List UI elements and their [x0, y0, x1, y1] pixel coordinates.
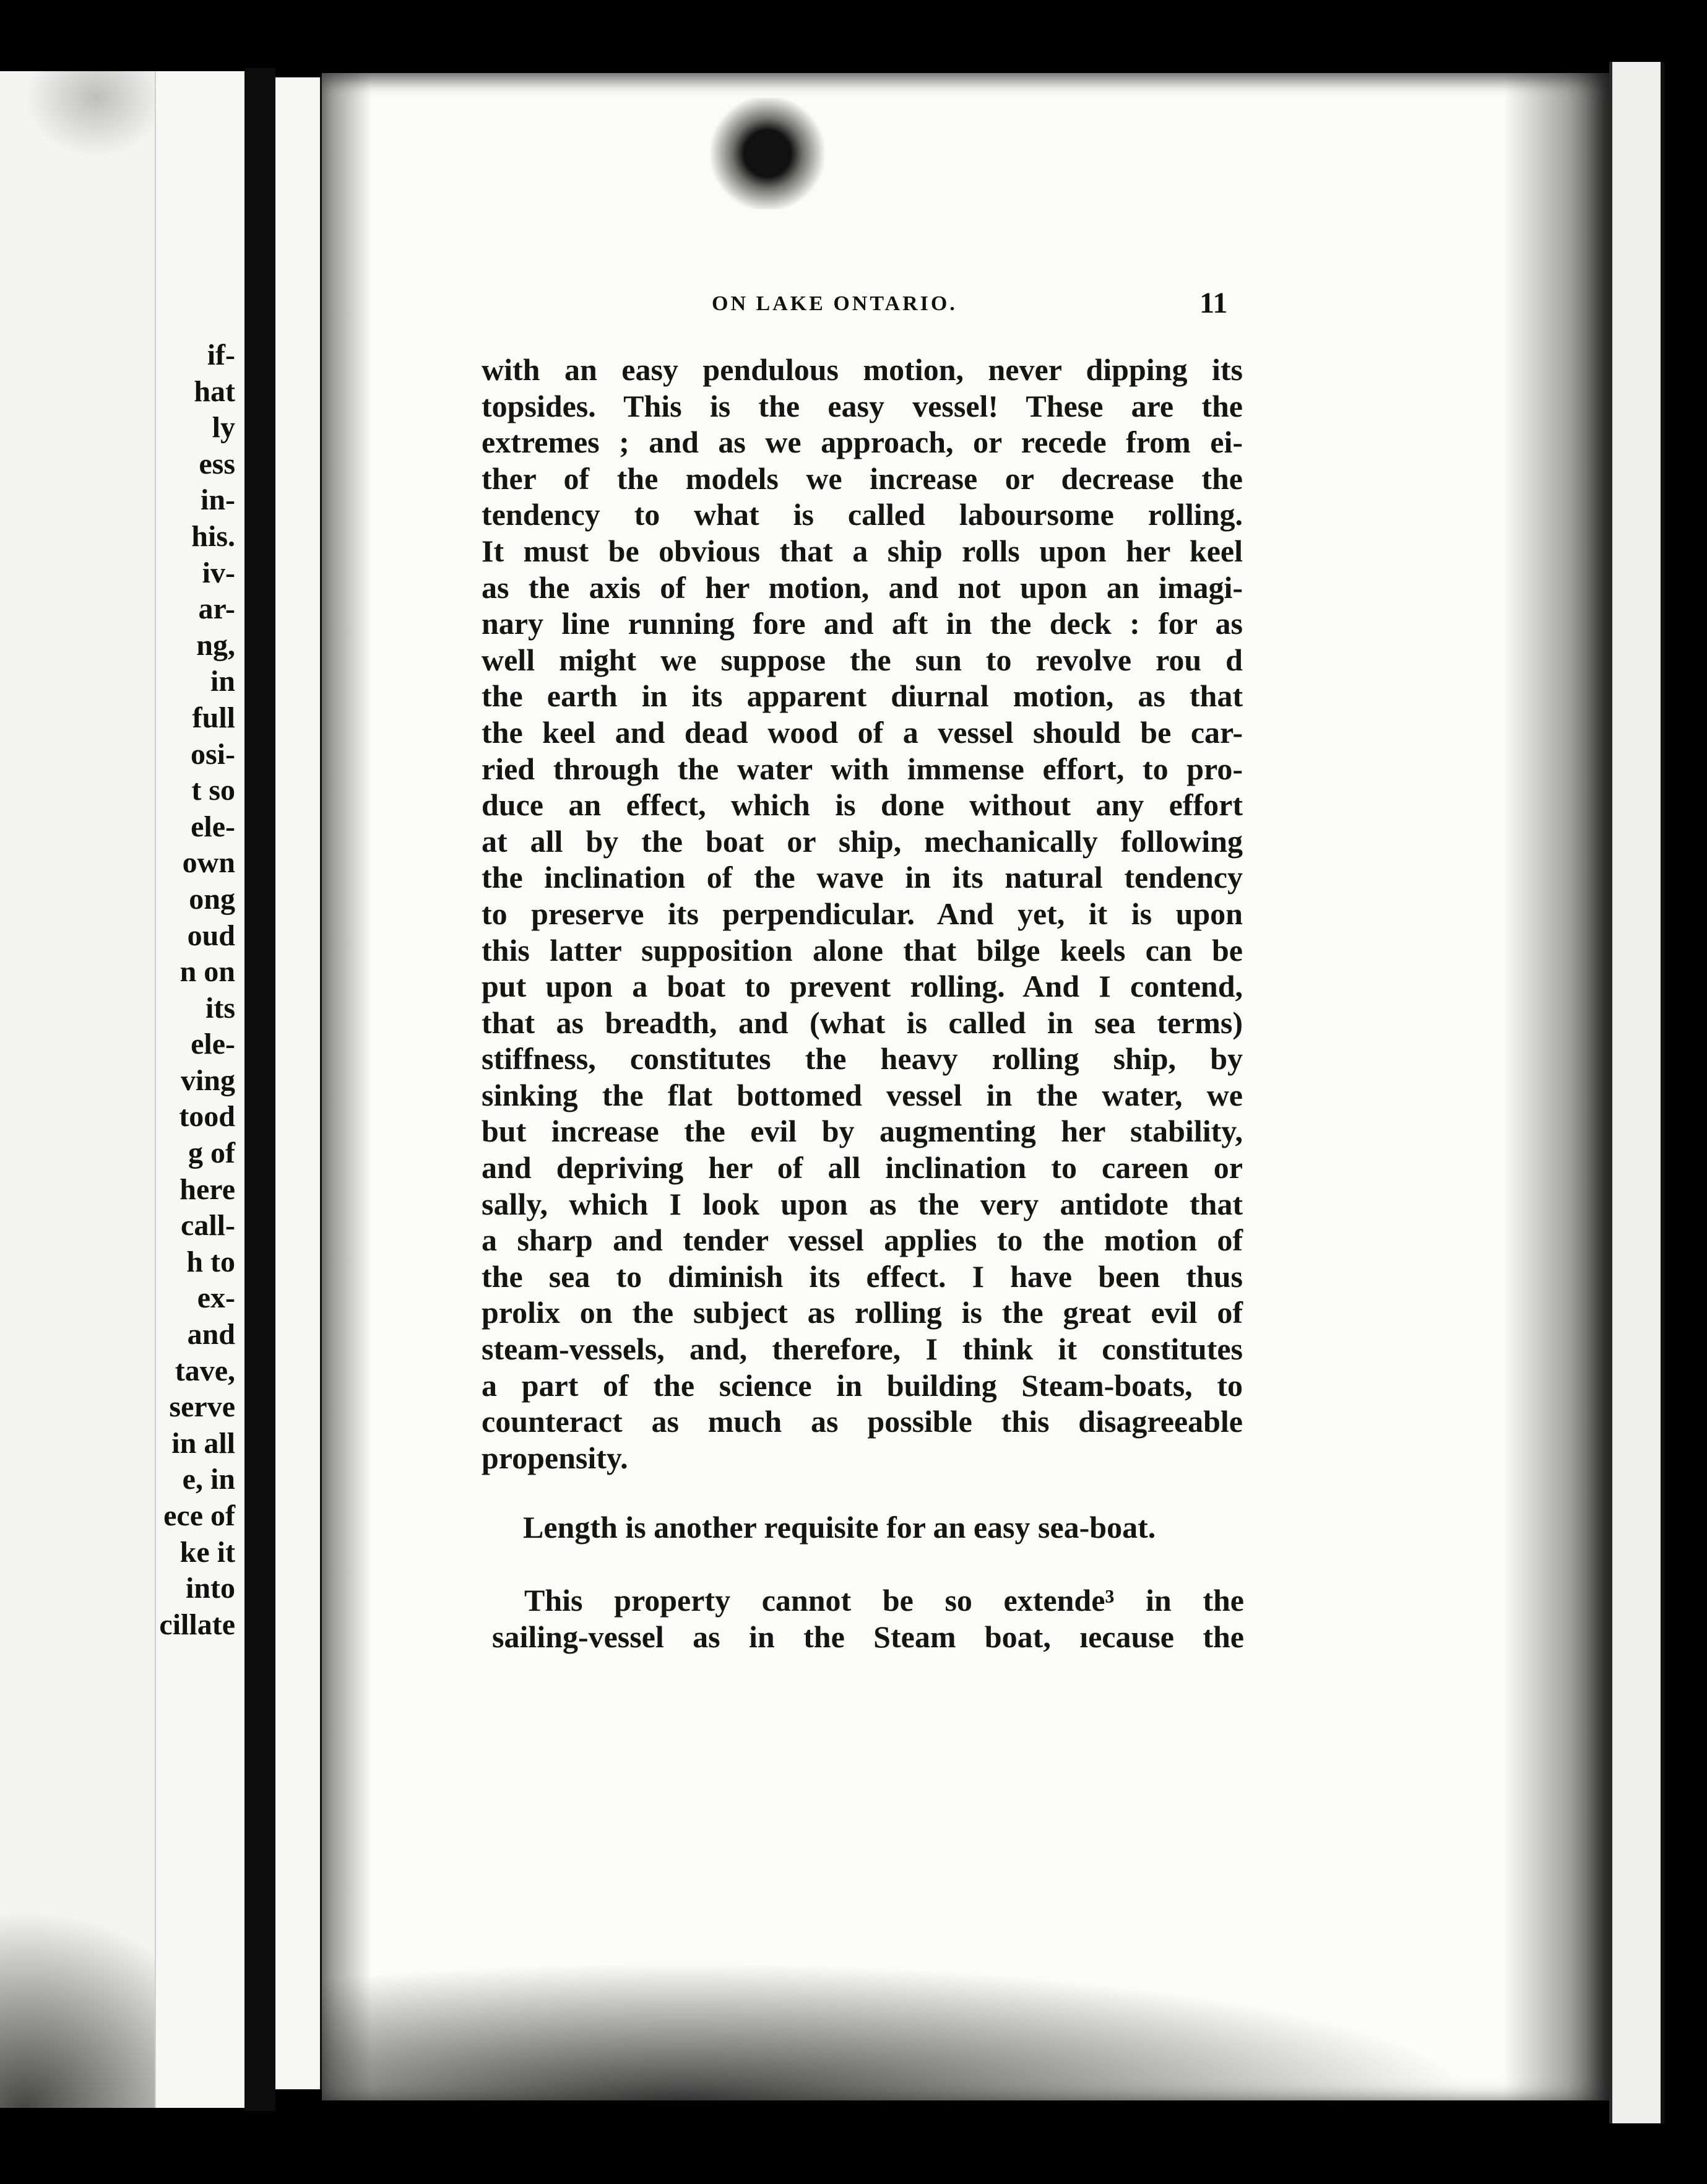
text-line: counteract as much as possible this disagreeable	[482, 1404, 1243, 1439]
page-number: 11	[1199, 287, 1228, 319]
left-page-fragment: tood	[179, 1100, 235, 1133]
left-page-fragment: ke it	[179, 1535, 235, 1569]
text-line: as the axis of her motion, and not upon an imagi-	[482, 570, 1243, 605]
left-page-fragment: in-	[200, 483, 235, 517]
text-line: This property cannot be so extende³ in the	[524, 1583, 1244, 1618]
text-line: topsides. This is the easy vessel! These are the	[482, 388, 1243, 423]
left-page-fragment: serve	[169, 1390, 235, 1424]
page-left-shadow	[322, 73, 371, 2100]
left-page-fragment: here	[179, 1172, 235, 1206]
text-line: sailing-vessel as in the Steam boat, ıecause the	[492, 1619, 1244, 1654]
left-page-fragment: if-	[207, 339, 235, 371]
left-page-fragment: h to	[186, 1245, 235, 1278]
text-line: the inclination of the wave in its natural tendency	[482, 860, 1243, 895]
left-page-fragment: in	[210, 665, 235, 698]
left-page-fragment: call-	[181, 1209, 235, 1242]
second-paragraph: Length is another requisite for an easy sea-boat.	[523, 1510, 1156, 1545]
text-line: a sharp and tender vessel applies to the motion of	[482, 1223, 1243, 1258]
text-line: propensity.	[482, 1440, 628, 1475]
text-line: a part of the science in building Steam-boats, to	[482, 1367, 1243, 1403]
left-page-fragment: his.	[191, 519, 235, 553]
text-line: sally, which I look upon as the very antidote that	[482, 1186, 1243, 1221]
text-line: and depriving her of all inclination to careen or	[482, 1150, 1243, 1185]
running-title: ON LAKE ONTARIO.	[712, 292, 957, 315]
left-page-fragment: t so	[191, 774, 235, 807]
main-paragraph	[482, 352, 1243, 1476]
left-page-fragment: into	[185, 1572, 235, 1605]
page-bottom-stain	[322, 1939, 1609, 2100]
left-page-fragment: n on	[179, 955, 235, 989]
left-page-fragment: ng,	[196, 628, 235, 662]
text-line: ther of the models we increase or decrease the	[482, 461, 1243, 496]
left-page-fragment: ly	[212, 411, 235, 444]
left-page-fragment: ar-	[198, 592, 235, 626]
left-page-fragment: tave,	[175, 1354, 235, 1387]
text-line: sinking the flat bottomed vessel in the water, we	[482, 1077, 1243, 1112]
left-page-fragment: iv-	[202, 556, 235, 589]
left-page-fragment: ex-	[197, 1281, 235, 1315]
text-line: well might we suppose the sun to revolve rou d	[482, 642, 1243, 677]
text-line: nary line running fore and aft in the deck : for as	[482, 606, 1243, 641]
left-page-stain	[25, 71, 167, 158]
text-line: the sea to diminish its effect. I have been thus	[482, 1259, 1243, 1294]
left-page-fragment: ece of	[163, 1499, 235, 1532]
text-line: this latter supposition alone that bilge keels can be	[482, 932, 1243, 968]
text-line: tendency to what is called laboursome rolling.	[482, 497, 1243, 532]
page-right-shadow	[1504, 73, 1609, 2100]
left-page-fragment: ele-	[191, 810, 235, 843]
text-line: duce an effect, which is done without any effort	[482, 787, 1243, 823]
left-page-text-fragments	[159, 337, 235, 1643]
left-page-fragment: in all	[171, 1426, 235, 1460]
left-page-fragment: osi-	[191, 737, 235, 771]
left-page-fragment: ele-	[191, 1028, 235, 1061]
third-paragraph	[492, 1582, 1244, 1655]
text-line: prolix on the subject as rolling is the great evil of	[482, 1295, 1243, 1330]
left-page-fragment: oud	[187, 919, 235, 952]
left-page-fragment: own	[182, 846, 235, 880]
left-page-fragment: hat	[194, 375, 235, 408]
left-page-fragment: its	[205, 991, 235, 1025]
text-line: extremes ; and as we approach, or recede from ei-	[482, 425, 1243, 460]
page-edge	[1609, 62, 1664, 2123]
left-page-fragment: full	[192, 701, 235, 734]
text-line: stiffness, constitutes the heavy rolling ship, by	[482, 1041, 1243, 1077]
left-page-fragment: and	[187, 1318, 235, 1351]
left-page-fragment: cillate	[159, 1608, 235, 1641]
text-line: steam-vessels, and, therefore, I think it constitutes	[482, 1332, 1243, 1367]
text-line: put upon a boat to prevent rolling. And I contend,	[482, 969, 1243, 1004]
text-line: to preserve its perpendicular. And yet, it is upon	[482, 896, 1243, 931]
text-line: It must be obvious that a ship rolls upon her keel	[482, 533, 1243, 568]
text-line: that as breadth, and (what is called in sea terms)	[482, 1005, 1243, 1040]
text-line: with an easy pendulous motion, never dipping its	[482, 352, 1243, 387]
left-page-fragment: g of	[188, 1137, 235, 1170]
text-line: the earth in its apparent diurnal motion, as that	[482, 678, 1243, 714]
left-page-fragment: ong	[189, 882, 235, 916]
text-line: ried through the water with immense effort, to pro-	[482, 751, 1243, 786]
text-line: but increase the evil by augmenting her stability,	[482, 1114, 1243, 1149]
text-line: at all by the boat or ship, mechanically following	[482, 823, 1243, 859]
inner-margin	[275, 77, 322, 2089]
ink-stain	[706, 98, 829, 209]
left-page-fragment: e, in	[182, 1463, 235, 1496]
book-gutter	[244, 68, 275, 2111]
left-page-fragment: ving	[180, 1064, 235, 1097]
text-line: the keel and dead wood of a vessel should be car-	[482, 714, 1243, 750]
left-page-fragment: ess	[199, 447, 235, 480]
